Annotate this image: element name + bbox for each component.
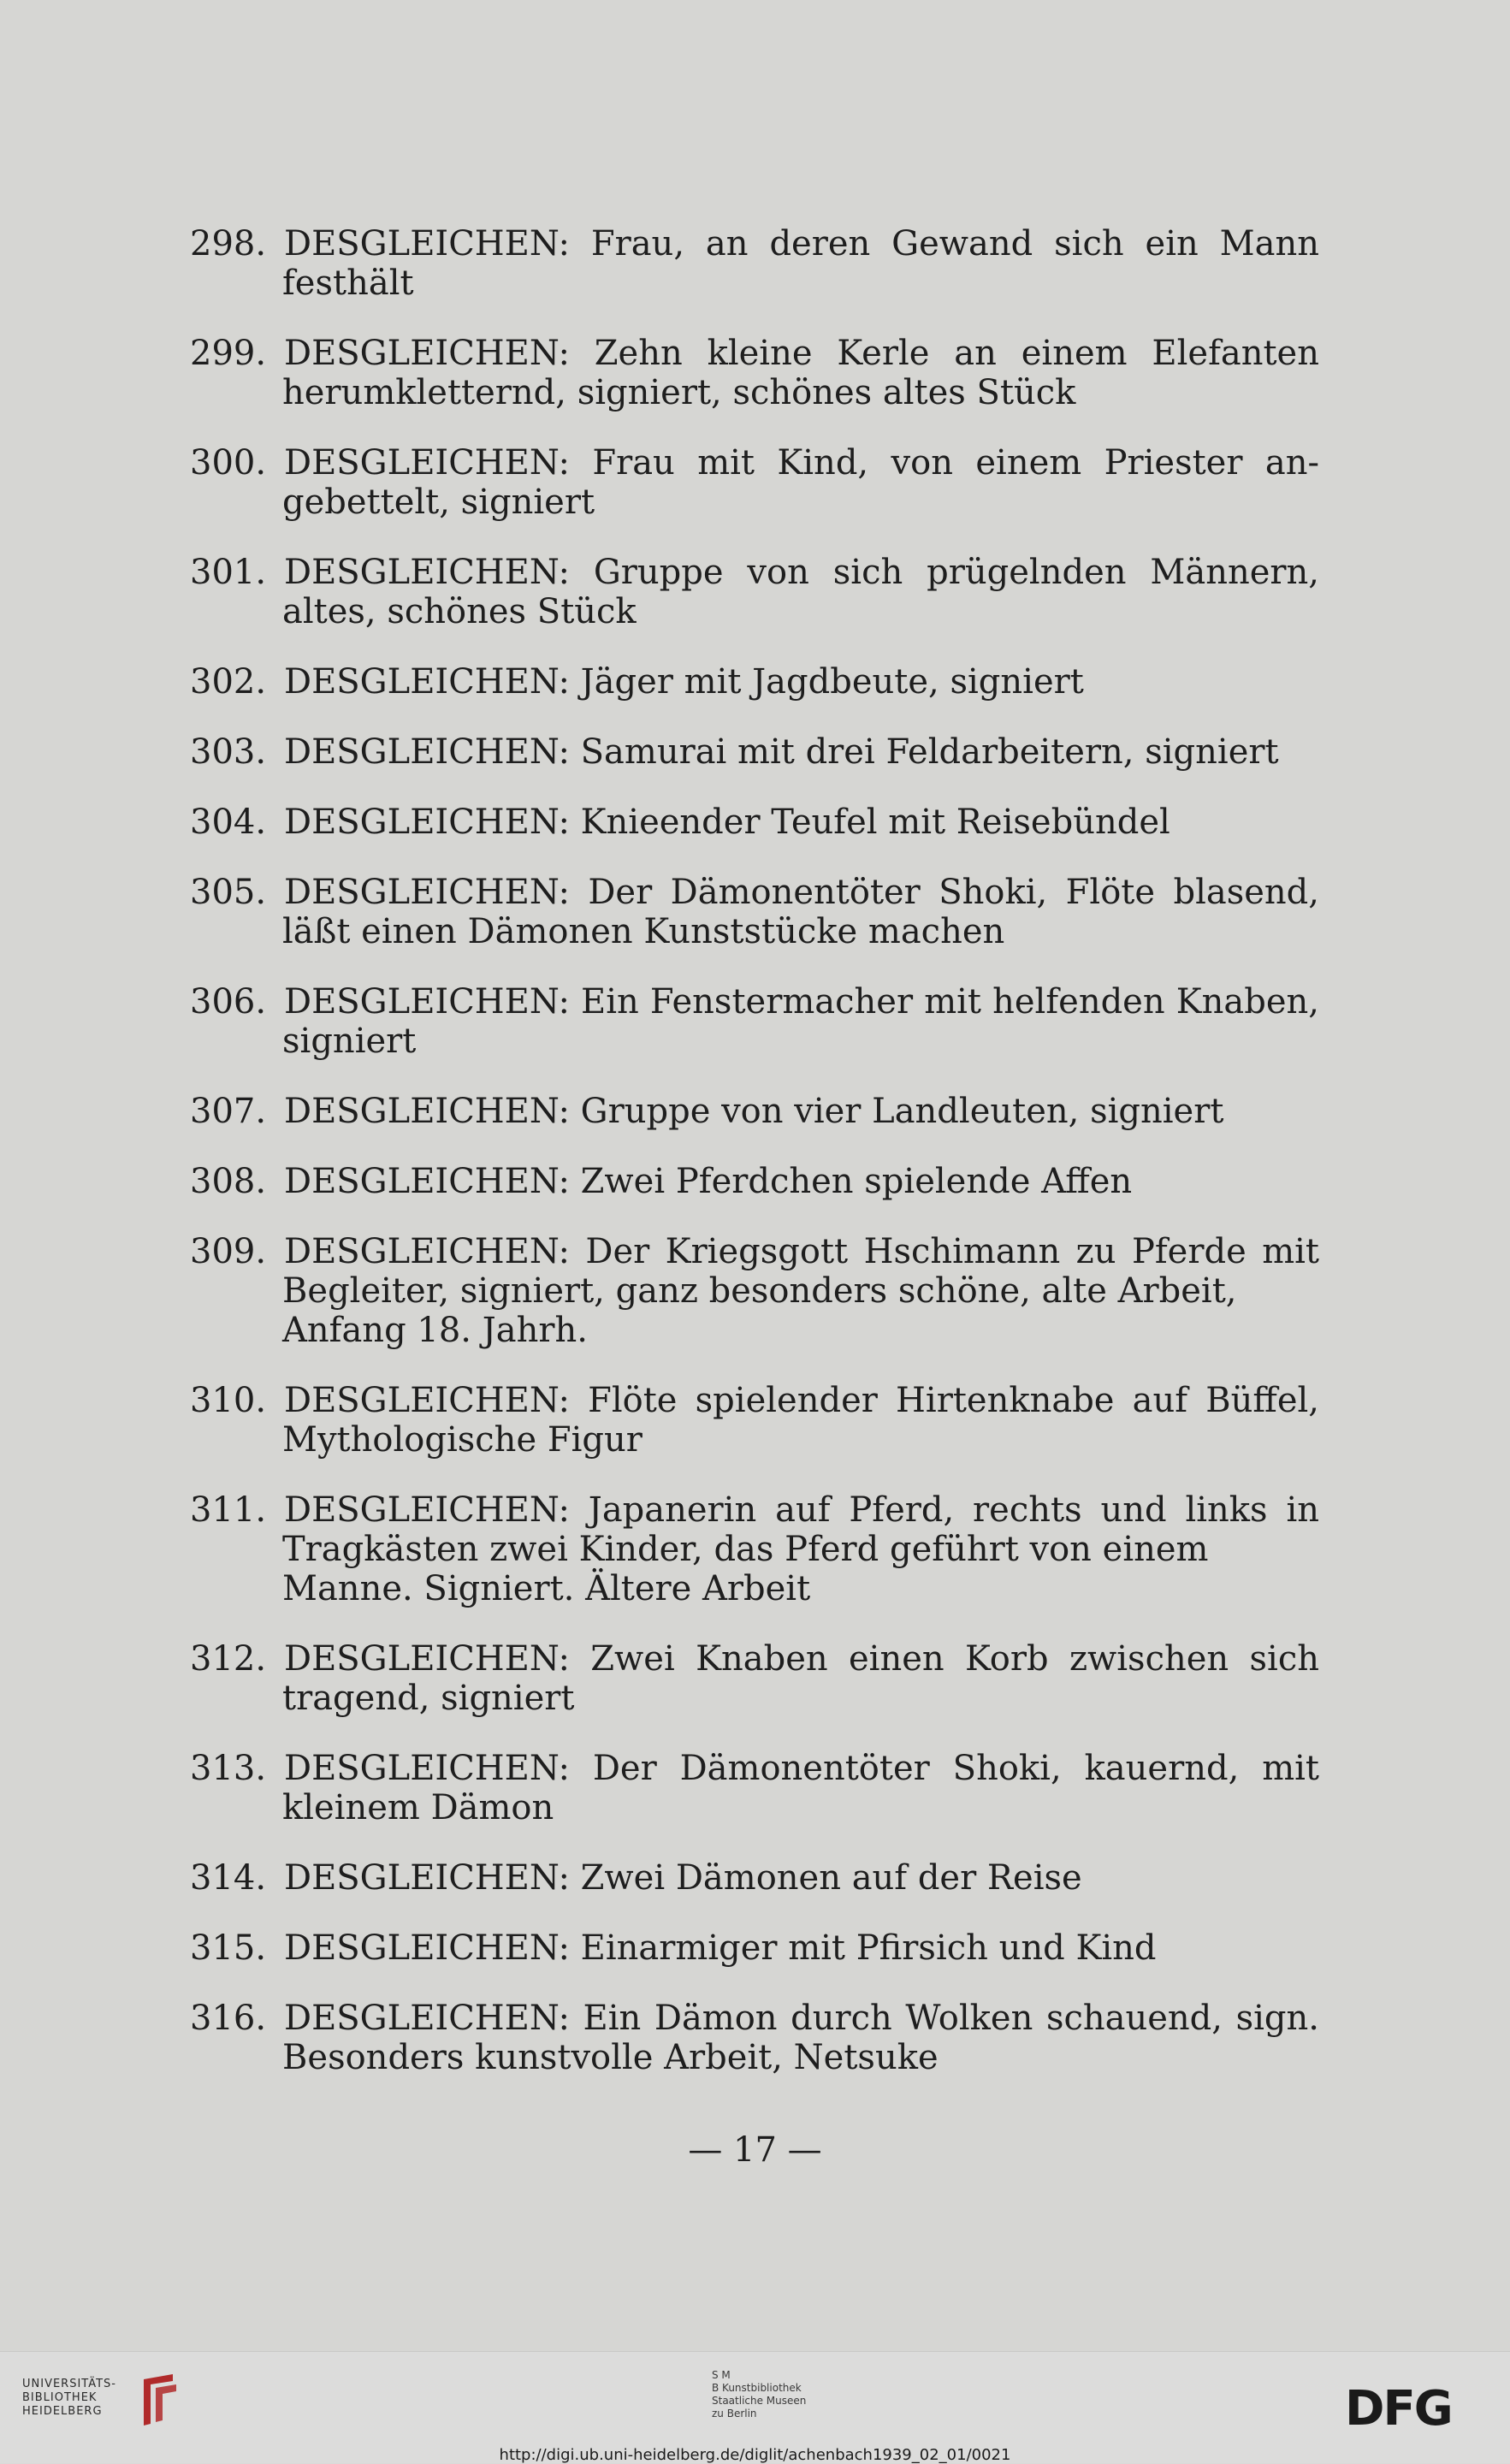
entry-continuation-line: signiert [282,1022,417,1061]
catalog-entry [190,662,1319,702]
entry-first-line [190,1092,1319,1131]
entry-text-line: DESGLEICHEN: Frau, an deren Gewand sich ein Mann [284,224,1319,264]
entry-continuation-line: läßt einen Dämonen Kunststücke machen [282,912,1005,951]
entry-text-line: DESGLEICHEN: Zwei Pferdchen spielende Affen [284,1162,1133,1201]
entry-number: 304. [190,803,267,842]
entry-first-line [190,803,1319,842]
university-emblem-icon [139,2371,181,2431]
university-library-logo[interactable] [22,2378,116,2419]
catalog-entry [190,1928,1319,1968]
entry-first-line [190,1928,1319,1968]
entry-continuation-line: Tragkästen zwei Kinder, das Pferd geführt von einem [282,1530,1209,1569]
smb-logo-line: B Kunstbibliothek [712,2382,802,2394]
smb-kunstbibliothek-logo[interactable] [712,2369,806,2420]
entry-number: 307. [190,1092,267,1131]
smb-logo-line: Staatliche Museen [712,2395,807,2407]
university-logo-line: UNIVERSITÄTS- [22,2378,116,2390]
entry-first-line [190,873,1319,912]
entry-number: 301. [190,553,267,592]
catalog-entry [190,1162,1319,1201]
smb-logo-line: S M [712,2369,731,2381]
entry-first-line [190,732,1319,772]
entry-continuation-line: tragend, signiert [282,1679,575,1718]
catalog-entry [190,982,1319,1061]
entry-number: 311. [190,1490,267,1530]
entry-text-line: DESGLEICHEN: Jäger mit Jagdbeute, signiert [284,662,1084,702]
entry-first-line [190,224,1319,264]
entry-text-line: DESGLEICHEN: Knieender Teufel mit Reisebündel [284,803,1170,842]
entry-number: 309. [190,1232,267,1271]
entry-number: 312. [190,1639,267,1679]
catalog-entry [190,553,1319,631]
entry-continuation-line: Mythologische Figur [282,1420,642,1460]
catalog-entry [190,873,1319,951]
entry-continuation-line: festhält [282,264,414,303]
entry-continuation-line: Manne. Signiert. Ältere Arbeit [282,1569,811,1608]
catalog-entry [190,443,1319,522]
entry-text-line: DESGLEICHEN: Einarmiger mit Pfirsich und Kind [284,1928,1157,1968]
catalog-entry [190,803,1319,842]
entry-first-line [190,1639,1319,1679]
entry-number: 313. [190,1749,267,1788]
entry-text-line: DESGLEICHEN: Samurai mit drei Feldarbeitern, signiert [284,732,1279,772]
entry-number: 308. [190,1162,267,1201]
entry-first-line [190,1749,1319,1788]
entry-first-line [190,1858,1319,1898]
entry-text-line: DESGLEICHEN: Flöte spielender Hirtenknabe auf Büffel, [284,1381,1319,1420]
entry-number: 303. [190,732,267,772]
entry-first-line [190,662,1319,702]
catalog-entry [190,334,1319,412]
entry-text-line: DESGLEICHEN: Ein Fenstermacher mit helfenden Knaben, [284,982,1319,1022]
page-number: — 17 — [688,2130,822,2170]
entry-number: 300. [190,443,267,483]
entry-number: 310. [190,1381,267,1420]
entry-text-line: DESGLEICHEN: Zehn kleine Kerle an einem Elefanten [284,334,1319,373]
entry-continuation-line: kleinem Dämon [282,1788,554,1827]
entry-number: 315. [190,1928,267,1968]
catalog-entry [190,1999,1319,2077]
dfg-logo[interactable]: DFG [1345,2381,1452,2437]
catalog-entry [190,1381,1319,1460]
entry-first-line [190,1381,1319,1420]
entry-first-line [190,334,1319,373]
entry-first-line [190,1490,1319,1530]
catalog-entry [190,1232,1319,1350]
entry-number: 302. [190,662,267,702]
catalog-entry [190,732,1319,772]
entry-continuation-line: altes, schönes Stück [282,592,637,631]
entry-first-line [190,1999,1319,2038]
smb-logo-line: zu Berlin [712,2408,757,2420]
entry-text-line: DESGLEICHEN: Der Dämonentöter Shoki, Flöte blasend, [284,873,1319,912]
entry-first-line [190,1232,1319,1271]
catalog-entry [190,1858,1319,1898]
entry-first-line [190,553,1319,592]
catalog-entry [190,1490,1319,1608]
entry-continuation-line: gebettelt, signiert [282,483,595,522]
catalog-entries [190,224,1319,2108]
entry-first-line [190,982,1319,1022]
entry-text-line: DESGLEICHEN: Zwei Knaben einen Korb zwischen sich [284,1639,1319,1679]
entry-number: 298. [190,224,267,264]
entry-number: 306. [190,982,267,1022]
entry-continuation-line: Besonders kunstvolle Arbeit, Netsuke [282,2038,939,2077]
entry-text-line: DESGLEICHEN: Gruppe von sich prügelnden Männern, [284,553,1319,592]
catalog-entry [190,1749,1319,1827]
source-url-link[interactable]: http://digi.ub.uni-heidelberg.de/diglit/achenbach1939_02_01/0021 [499,2446,1011,2464]
entry-number: 299. [190,334,267,373]
entry-text-line: DESGLEICHEN: Der Kriegsgott Hschimann zu Pferde mit [284,1232,1319,1271]
entry-text-line: DESGLEICHEN: Gruppe von vier Landleuten, signiert [284,1092,1224,1131]
entry-continuation-line: Begleiter, signiert, ganz besonders schöne, alte Arbeit, [282,1271,1237,1311]
catalog-entry [190,1092,1319,1131]
university-logo-line: HEIDELBERG [22,2405,103,2418]
entry-number: 305. [190,873,267,912]
entry-number: 314. [190,1858,267,1898]
entry-text-line: DESGLEICHEN: Ein Dämon durch Wolken schauend, sign. [284,1999,1319,2038]
catalog-entry [190,1639,1319,1718]
entry-text-line: DESGLEICHEN: Japanerin auf Pferd, rechts und links in [284,1490,1319,1530]
entry-first-line [190,443,1319,483]
entry-continuation-line: Anfang 18. Jahrh. [282,1311,588,1350]
entry-text-line: DESGLEICHEN: Frau mit Kind, von einem Priester an- [284,443,1319,483]
entry-text-line: DESGLEICHEN: Der Dämonentöter Shoki, kauernd, mit [284,1749,1319,1788]
entry-number: 316. [190,1999,267,2038]
university-logo-line: BIBLIOTHEK [22,2391,98,2404]
entry-text-line: DESGLEICHEN: Zwei Dämonen auf der Reise [284,1858,1082,1898]
entry-first-line [190,1162,1319,1201]
entry-continuation-line: herumkletternd, signiert, schönes altes Stück [282,373,1076,412]
catalog-entry [190,224,1319,303]
footer-bar [0,2351,1510,2463]
